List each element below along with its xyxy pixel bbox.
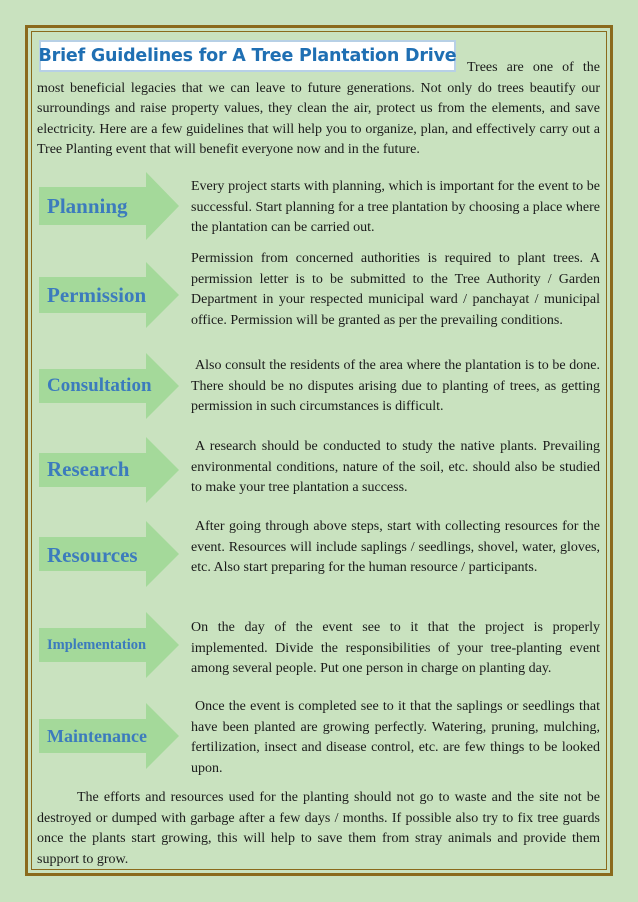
arrow-implementation: [39, 612, 179, 678]
step-label-resources: Resources: [47, 543, 138, 567]
intro-paragraph: [37, 58, 600, 161]
arrow-permission: [39, 262, 179, 328]
step-text-maintenance: Once the event is completed see to it that the saplings or seedlings that have been planted are growing perfectly. Watering, pruning, mulching, fertilization, insect and disease control, etc. are few things to be looked upon.: [191, 699, 600, 776]
step-text-consultation: Also consult the residents of the area where the plantation is to be done. There should be no disputes arising due to planting of trees, as getting permission in such circumstances is difficult.: [191, 358, 600, 414]
step-text-research: A research should be conducted to study the native plants. Prevailing environmental conditions, nature of the soil, etc. should also be studied to make your tree plantation a success.: [191, 439, 600, 495]
step-label-implementation: Implementation: [47, 637, 147, 653]
arrow-resources: [39, 521, 179, 587]
step-label-consultation: Consultation: [47, 375, 152, 396]
arrow-planning: [39, 172, 179, 240]
step-text-planning: Every project starts with planning, which is important for the event to be successful. Start planning for a tree plantation by choosing a place where the plantation can be carried out.: [191, 179, 600, 235]
closing-paragraph: The efforts and resources used for the planting should not go to waste and the site not be destroyed or dumped with garbage after a few days / months. If possible also try to fix tree guards once the plants start growing, this will help to save them from stray animals and provide them support to grow.: [37, 790, 600, 867]
step-label-research: Research: [47, 457, 130, 481]
step-text-permission: Permission from concerned authorities is required to plant trees. A permission letter is to be submitted to the Tree Authority / Garden Department in your respected municipal ward / panchayat / municipal office. Permission will be granted as per the prevailing conditions.: [191, 251, 600, 328]
step-label-planning: Planning: [47, 194, 128, 218]
step-text-implementation: On the day of the event see to it that the project is properly implemented. Divide the responsibilities of your tree-planting event among several people. Put one person in charge on planting day.: [191, 620, 600, 676]
arrow-maintenance: [39, 703, 179, 769]
page-title: Brief Guidelines for A Tree Plantation Drive: [39, 40, 456, 72]
step-label-maintenance: Maintenance: [47, 726, 147, 746]
intro-text: Trees are one of the most beneficial legacies that we can leave to future generations. Not only do trees beautify our surroundings and raise property values, they clean the air, protect us from the elements, and save electricity. Here are a few guidelines that will help you to organize, plan, and effectively carry out a Tree Planting event that will benefit everyone now and in the future.: [37, 60, 600, 157]
step-label-permission: Permission: [47, 283, 147, 307]
step-text-resources: After going through above steps, start with collecting resources for the event. Resources will include saplings / seedlings, shovel, water, gloves, etc. Also start preparing for the human resource / participants.: [191, 519, 600, 575]
arrow-research: [39, 437, 179, 503]
arrow-consultation: [39, 353, 179, 419]
